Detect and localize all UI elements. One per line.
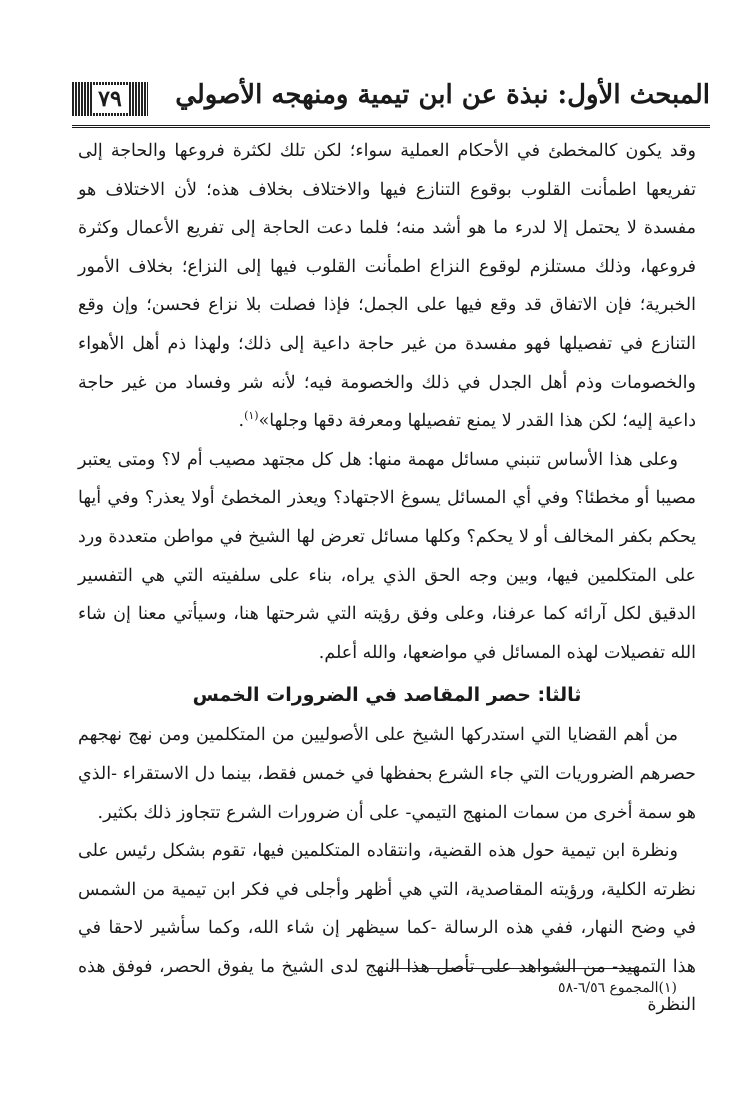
footnote-separator: [390, 968, 635, 969]
page-header: [72, 78, 710, 124]
paragraph: من أهم القضايا التي استدركها الشيخ على الأصوليين من المتكلمين ومن نهج نهجهم حصرهم الضروريات التي جاء الشرع بحفظها في خمس فقط، بينما دل الاستقراء -الذي هو سمة أخرى من سمات المنهج التيمي- على أن ضرورات الشرع تتجاوز ذلك بكثير.: [78, 725, 696, 823]
paragraph-continued: [78, 132, 696, 441]
page-number-box: [72, 82, 148, 116]
header-rule: [72, 125, 710, 128]
paragraph: وعلى هذا الأساس تنبني مسائل مهمة منها: هل كل مجتهد مصيب أم لا؟ ومتى يعتبر مصيبا أو مخطئا؟ وفي أي المسائل يسوغ الاجتهاد؟ ويعذر المخطئ أولا يعذر؟ وفي أيها يحكم بكفر المخالف أو لا يحكم؟ وكلها مسائل تعرض لها الشيخ في مواطن متعددة ورد على المتكلمين فيها، وبين وجه الحق الذي يراه، بناء على سلفيته التي هي التفسير الدقيق لكل آرائه كما عرفنا، وعلى وفق رؤيته التي شرحتها هنا، وسيأتي معنا إن شاء الله تفصيلات لهذه المسائل في مواضعها، والله أعلم.: [78, 449, 696, 663]
section-heading: ثالثا: حصر المقاصد في الضرورات الخمس: [192, 684, 582, 707]
footnote: (١)المجموع ٦/٥٦-٥٨: [558, 980, 677, 996]
footnote-reference: (١): [244, 409, 259, 423]
page-number: ٧٩: [92, 85, 128, 113]
page-body: [78, 132, 696, 1025]
running-title: المبحث الأول: نبذة عن ابن تيمية ومنهجه الأصولي: [175, 80, 710, 110]
paragraph: ونظرة ابن تيمية حول هذه القضية، وانتقاده المتكلمين فيها، تقوم بشكل رئيس على نظرته الكلية، ورؤيته المقاصدية، التي هي أظهر وأجلى في فكر ابن تيمية من الشمس في وضح النهار، ففي هذه الرسالة -كما سيظهر إن شاء الله، وكما سأشير لاحقا في هذا التمهيد- من الشواهد على تأصل هذا النهج لدى الشيخ ما يفوق الحصر، فوفق هذه النظرة: [78, 841, 696, 1016]
paragraph-text: وقد يكون كالمخطئ في الأحكام العملية سواء؛ لكن تلك لكثرة فروعها والحاجة إلى تفريعها اطمأنت القلوب بوقوع التنازع فيها والاختلاف بخلاف هذه؛ لأن الاختلاف هو مفسدة لا يحتمل إلا لدرء ما هو أشد منه؛ فلما دعت الحاجة إلى تفريع الأعمال وكثرة فروعها، وذلك مستلزم لوقوع النزاع اطمأنت القلوب فيها إلى النزاع؛ بخلاف الأمور الخبرية؛ فإن الاتفاق قد وقع فيها على الجمل؛ فإذا فصلت بلا نزاع فحسن؛ وإن وقع التنازع في تفصيلها فهو مفسدة من غير حاجة داعية إلى ذلك؛ ولهذا ذم أهل الأهواء والخصومات وذم أهل الجدل في ذلك والخصومة فيه؛ لأنه شر وفساد من غير حاجة داعية إليه؛ لكن هذا القدر لا يمنع تفصيلها ومعرفة دقها وجلها»: [78, 141, 696, 432]
period: .: [238, 411, 245, 432]
